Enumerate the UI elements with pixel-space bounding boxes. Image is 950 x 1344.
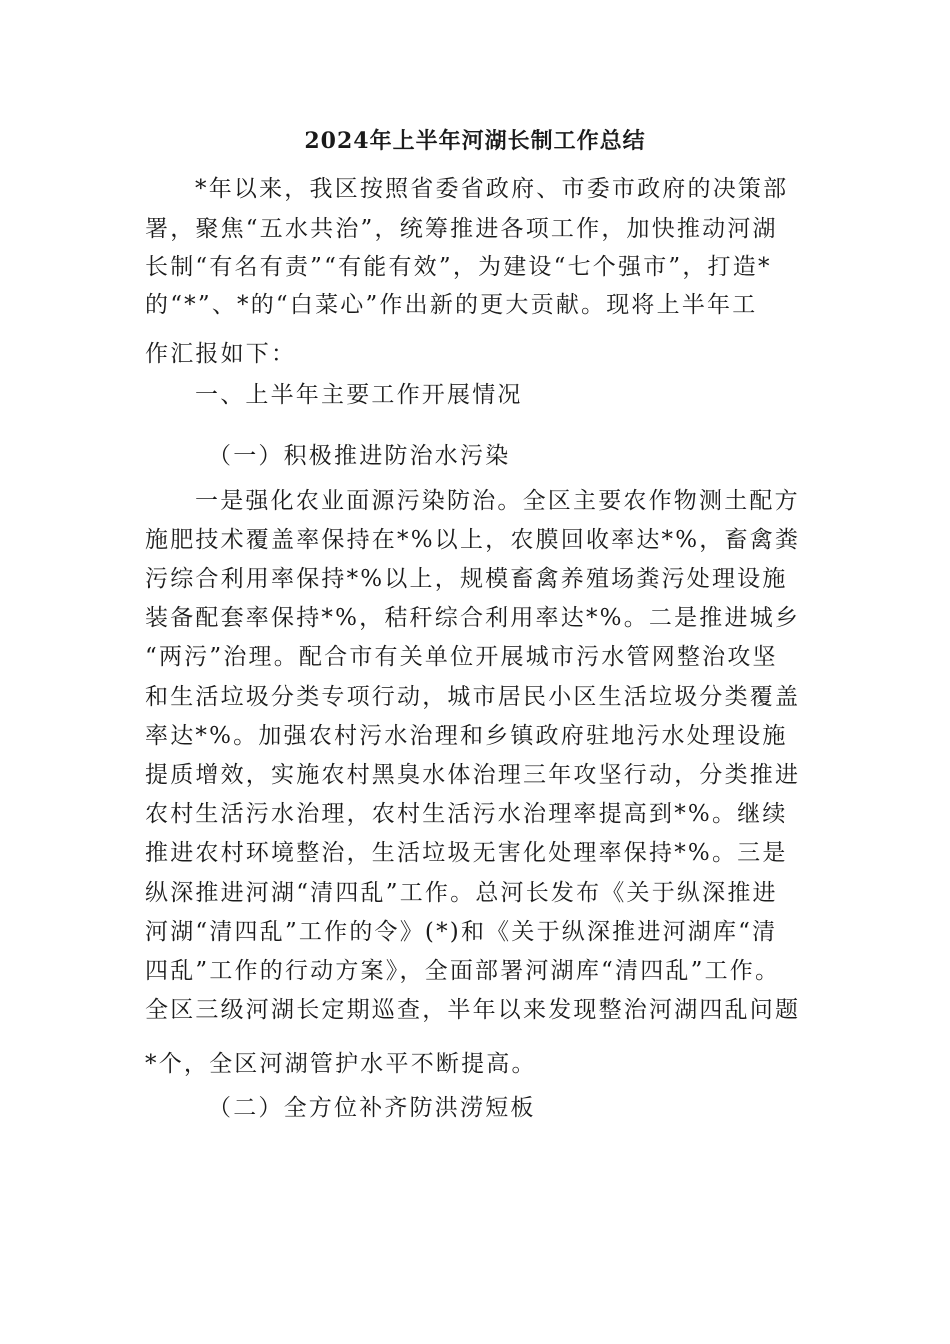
body-line-8: 提质增效，实施农村黑臭水体治理三年攻坚行动，分类推进 bbox=[145, 762, 801, 788]
body-line-14: 全区三级河湖长定期巡查，半年以来发现整治河湖四乱问题 bbox=[145, 997, 801, 1023]
body-line-15: *个，全区河湖管护水平不断提高。 bbox=[145, 1051, 537, 1077]
intro-line-1: *年以来，我区按照省委省政府、市委市政府的决策部 bbox=[195, 176, 789, 202]
body-line-1: 一是强化农业面源污染防治。全区主要农作物测土配方 bbox=[195, 488, 800, 514]
subsection-heading-2: （二）全方位补齐防洪涝短板 bbox=[208, 1095, 536, 1121]
body-line-10: 推进农村环境整治，生活垃圾无害化处理率保持*%。三是 bbox=[145, 840, 788, 866]
intro-line-5: 作汇报如下： bbox=[145, 341, 297, 367]
intro-line-4: 的“*”、*的“白菜心”作出新的更大贡献。现将上半年工 bbox=[145, 292, 758, 318]
intro-line-2: 署，聚焦“五水共治”，统筹推进各项工作，加快推动河湖 bbox=[145, 216, 778, 242]
subsection-heading-1: （一）积极推进防治水污染 bbox=[208, 443, 511, 469]
body-line-11: 纵深推进河湖“清四乱”工作。总河长发布《关于纵深推进 bbox=[145, 880, 778, 906]
body-line-7: 率达*%。加强农村污水治理和乡镇政府驻地污水处理设施 bbox=[145, 723, 788, 749]
body-line-9: 农村生活污水治理，农村生活污水治理率提高到*%。继续 bbox=[145, 801, 788, 827]
body-line-12: 河湖“清四乱”工作的令》(*)和《关于纵深推进河湖库“清 bbox=[145, 919, 778, 945]
body-line-5: “两污”治理。配合市有关单位开展城市污水管网整治攻坚 bbox=[145, 644, 778, 670]
document-title: 2024年上半年河湖长制工作总结 bbox=[304, 128, 646, 154]
body-line-4: 装备配套率保持*%，秸秆综合利用率达*%。二是推进城乡 bbox=[145, 605, 801, 631]
body-line-3: 污综合利用率保持*%以上，规模畜禽养殖场粪污处理设施 bbox=[145, 566, 788, 592]
body-line-6: 和生活垃圾分类专项行动，城市居民小区生活垃圾分类覆盖 bbox=[145, 684, 801, 710]
body-line-2: 施肥技术覆盖率保持在*%以上，农膜回收率达*%，畜禽粪 bbox=[145, 527, 801, 553]
body-line-13: 四乱”工作的行动方案》，全面部署河湖库“清四乱”工作。 bbox=[145, 958, 781, 984]
intro-line-3: 长制“有名有责”“有能有效”，为建设“七个强市”，打造* bbox=[145, 254, 772, 280]
section-heading-1: 一、上半年主要工作开展情况 bbox=[195, 382, 523, 408]
